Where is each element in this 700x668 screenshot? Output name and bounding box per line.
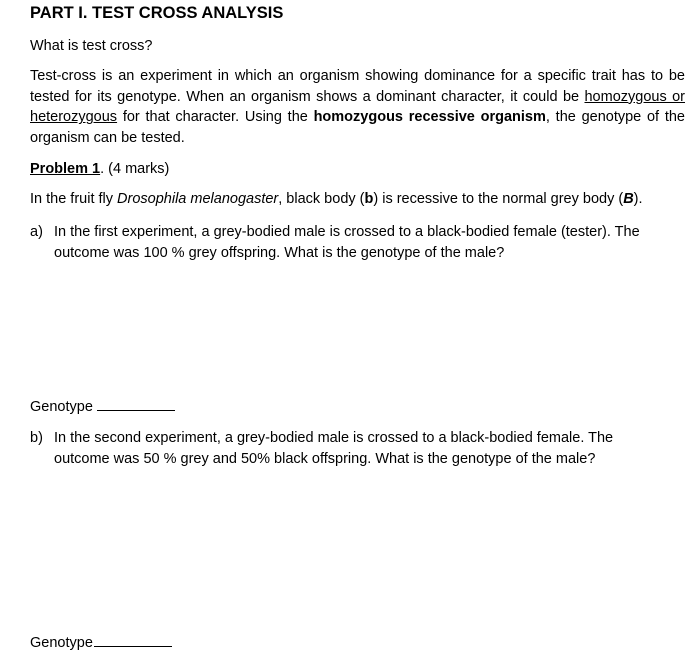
genotype-blank-b[interactable] (94, 634, 172, 647)
definition-text-1: Test-cross is an experiment in which an organism showing dominance for a specific trait has to be tested for its genotype. When an organism shows a dominant character, it could be (30, 68, 685, 105)
problem-marks: . (4 marks) (100, 161, 170, 177)
genotype-answer-b (30, 634, 172, 651)
problem-heading (30, 161, 169, 177)
species-name: Drosophila melanogaster (117, 191, 279, 207)
question-a-text: In the first experiment, a grey-bodied male is crossed to a black-bodied female (tester). The outcome was 100 % grey offspring. What is the genotype of the male? (54, 224, 640, 261)
intro-text-4: ). (633, 191, 643, 207)
genotype-blank-a[interactable] (97, 398, 175, 411)
question-b-marker: b) (30, 430, 43, 446)
problem-intro (30, 191, 643, 207)
intro-text-3: ) is recessive to the normal grey body ( (373, 191, 624, 207)
definition-underlined-term: homozygous or heterozygous (30, 88, 685, 126)
question-a-marker: a) (30, 224, 43, 240)
recessive-allele: b (364, 191, 374, 207)
definition-paragraph (30, 66, 685, 149)
definition-text-2: for that character. Using the (117, 109, 314, 126)
question-what-is-test-cross: What is test cross? (30, 38, 153, 54)
question-b (30, 428, 670, 478)
intro-text-2: , black body ( (278, 191, 365, 207)
definition-text-3: , the genotype of the organism can be tested. (30, 109, 685, 147)
dominant-allele: B (623, 191, 634, 207)
genotype-label-b: Genotype (30, 635, 93, 651)
genotype-label-a: Genotype (30, 399, 93, 415)
intro-text-1: In the fruit fly (30, 191, 118, 207)
problem-label: Problem 1 (30, 161, 101, 177)
genotype-answer-a (30, 398, 175, 415)
question-a (30, 222, 670, 272)
definition-bold-term: homozygous recessive organism (313, 109, 546, 126)
question-b-text: In the second experiment, a grey-bodied male is crossed to a black-bodied female. The outcome was 50 % grey and 50% black offspring. What is the genotype of the male? (54, 430, 614, 467)
page-title: PART I. TEST CROSS ANALYSIS (30, 4, 284, 22)
